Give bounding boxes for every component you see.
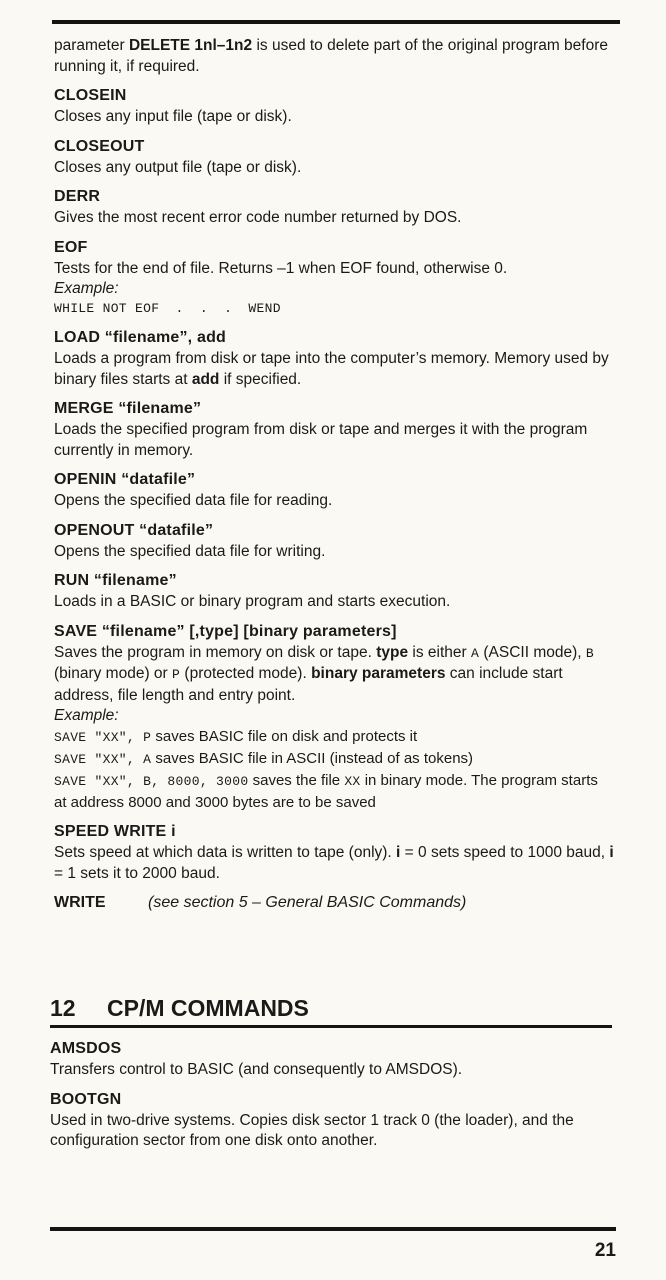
type-code: B xyxy=(585,645,594,661)
parameter-keyword: type xyxy=(376,643,409,661)
command-description: Used in two-drive systems. Copies disk sector 1 track 0 (the loader), and the configuration sector from one disk onto another. xyxy=(50,1111,574,1149)
entry-load xyxy=(54,327,614,390)
top-rule xyxy=(52,20,620,24)
entry-save xyxy=(54,621,614,814)
command-heading: CLOSEIN xyxy=(54,87,127,104)
example-code: SAVE "XX", P xyxy=(54,730,152,745)
description-text: = 1 sets it to 2000 baud. xyxy=(54,864,220,882)
description-text: Sets speed at which data is written to tape (only). xyxy=(54,844,397,861)
description-text: (protected mode). xyxy=(180,665,312,682)
parameter-keyword: add xyxy=(191,370,220,388)
entry-derr xyxy=(54,186,614,229)
intro-text: parameter xyxy=(54,37,129,54)
example-line xyxy=(54,726,614,748)
example-label: Example: xyxy=(54,280,119,297)
command-description: Loads in a BASIC or binary program and starts execution. xyxy=(54,593,451,610)
description-text: = 0 sets speed to 1000 baud, xyxy=(400,844,610,861)
section-number: 12 xyxy=(50,995,76,1021)
example-line xyxy=(54,748,614,770)
example-code: SAVE "XX", A xyxy=(54,752,152,767)
description-text-end: if specified. xyxy=(219,370,302,388)
example-text: saves BASIC file in ASCII (instead of as tokens) xyxy=(151,750,474,767)
command-description: Opens the specified data file for writing. xyxy=(54,542,326,560)
example-code: SAVE "XX", B, 8000, 3000 xyxy=(54,774,249,789)
entry-amsdos xyxy=(50,1038,612,1081)
entry-write xyxy=(54,892,614,914)
command-heading: OPENOUT “datafile” xyxy=(54,521,214,539)
entry-openin xyxy=(54,469,614,512)
page-number: 21 xyxy=(594,1240,616,1261)
entry-run xyxy=(54,570,614,613)
command-description: Tests for the end of file. Returns –1 when EOF found, otherwise 0. xyxy=(54,259,508,277)
type-code: P xyxy=(172,667,181,682)
command-heading: SPEED WRITE i xyxy=(54,823,176,840)
command-description xyxy=(54,349,614,390)
command-description: Closes any input file (tape or disk). xyxy=(54,108,292,125)
description-text: is either xyxy=(408,643,471,661)
cpm-command-list xyxy=(50,1038,612,1160)
command-description: Closes any output file (tape or disk). xyxy=(54,158,302,176)
command-list xyxy=(54,36,614,922)
example-text: saves the file xyxy=(248,772,345,789)
bottom-rule xyxy=(50,1227,616,1231)
example-code: WHILE NOT EOF . . . WEND xyxy=(54,301,281,316)
command-heading: MERGE “filename” xyxy=(54,400,202,417)
command-heading: OPENIN “datafile” xyxy=(54,471,196,488)
parameter-keyword: i xyxy=(396,844,401,861)
description-text: Loads a program from disk or tape into the computer’s memory. Memory used by binary files starts at xyxy=(54,350,609,388)
example-label: Example: xyxy=(54,707,119,724)
entry-speed-write xyxy=(54,821,614,884)
type-code: A xyxy=(470,645,480,661)
command-heading: AMSDOS xyxy=(50,1040,122,1057)
command-description xyxy=(54,643,614,707)
entry-merge xyxy=(54,398,614,461)
command-description: Transfers control to BASIC (and consequently to AMSDOS). xyxy=(50,1061,463,1078)
entry-eof xyxy=(54,237,614,320)
command-description: Loads the specified program from disk or tape and merges it with the program currently in memory. xyxy=(54,421,588,459)
entry-closeout xyxy=(54,136,614,179)
entry-openout xyxy=(54,520,614,563)
command-heading: LOAD “filename”, add xyxy=(54,329,227,346)
command-heading: CLOSEOUT xyxy=(54,137,145,155)
entry-bootgn xyxy=(50,1089,612,1152)
parameter-keyword: binary parameters xyxy=(311,665,446,682)
description-text: can include start address, file length and entry point. xyxy=(54,665,563,704)
example-code: XX xyxy=(344,774,361,789)
entry-closein xyxy=(54,85,614,128)
parameter-keyword: i xyxy=(609,844,614,861)
command-heading: EOF xyxy=(54,238,88,256)
command-heading: RUN “filename” xyxy=(54,572,177,589)
cross-reference: (see section 5 – General BASIC Commands) xyxy=(148,894,467,911)
description-text: (binary mode) or xyxy=(54,665,173,682)
description-text: Saves the program in memory on disk or tape. xyxy=(54,643,377,661)
example-text: saves BASIC file on disk and protects it xyxy=(151,728,418,745)
command-heading: WRITE xyxy=(54,894,106,911)
section-title: CP/M COMMANDS xyxy=(107,995,309,1021)
description-text: (ASCII mode), xyxy=(479,643,586,661)
command-description xyxy=(54,843,614,884)
command-heading: BOOTGN xyxy=(50,1090,122,1108)
example-line xyxy=(54,770,614,813)
command-heading: DERR xyxy=(54,188,101,205)
command-description: Gives the most recent error code number returned by DOS. xyxy=(54,209,462,226)
intro-keyword: DELETE 1nl–1n2 xyxy=(128,37,253,54)
command-description: Opens the specified data file for reading. xyxy=(54,492,333,509)
example-text: in binary mode. The program starts at address 8000 and 3000 bytes are to be saved xyxy=(54,772,598,811)
command-heading: SAVE “filename” [,type] [binary parameters] xyxy=(54,622,397,640)
intro-text-end: is used to delete part of the original program before running it, if required. xyxy=(54,37,608,75)
delete-parameter-note xyxy=(54,36,614,77)
section-heading xyxy=(50,993,612,1028)
